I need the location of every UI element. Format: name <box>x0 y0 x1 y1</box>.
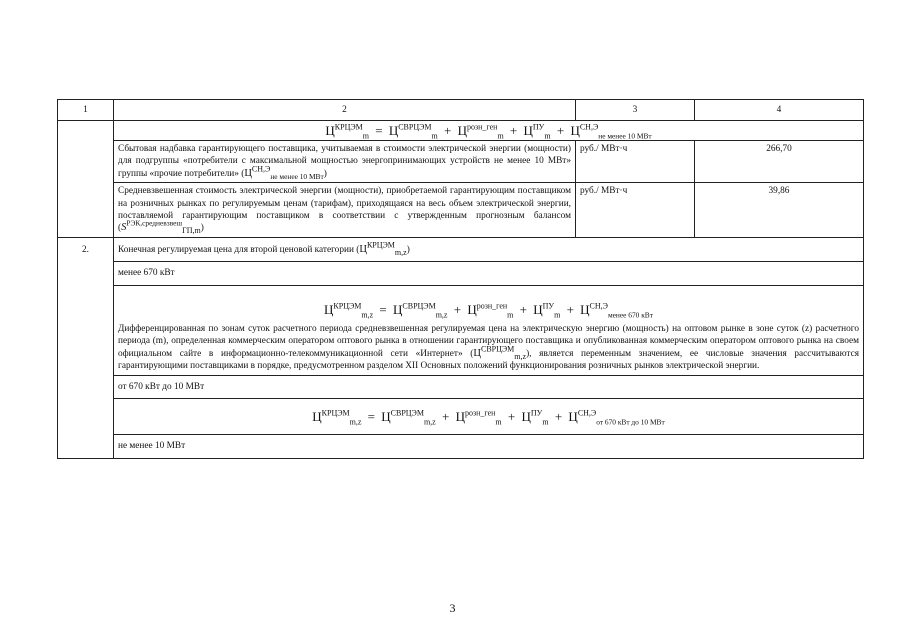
avg-cost-description: Средневзвешенная стоимость электрической энергии (мощности), приобретаемой гарантирующим поставщиком на розничных рынках по регулируемым ценам (тарифам), приходящаяся на весь объем электрической энергии, поставляемой гарантирующим поставщиком в соответствии с утвержденным прогнозным балансом $(S^{РЭК,средневзвеш}_{ГП,m})$ <box>114 183 576 238</box>
header-col-2: 2 <box>114 100 576 121</box>
section-2-number: 2. <box>58 237 114 458</box>
tariff-table <box>57 99 864 459</box>
markup-description: Сбытовая надбавка гарантирующего поставщика, учитываемая в стоимости электрической энергии (мощности) для подгруппы «потребители с максимальной мощностью энергопринимающих устройств не менее 10 МВт» группы «прочие потребители» $(Ц^{СН,Э}_{не менее 10 МВт})$ <box>114 141 576 183</box>
not-less-10-row <box>58 435 864 458</box>
formula-670-10: $Ц^{КРЦЭМ}_{m,z} = Ц^{СВРЦЭМ}_{m,z} + Ц^{розн\_ген}_m + Ц^{ПУ}_m + Ц^{СН,Э}_{от 670 кВт до 10 МВт}$ <box>114 399 864 435</box>
header-col-1: 1 <box>58 100 114 121</box>
markup-row <box>58 141 864 183</box>
formula-less-670-cell <box>114 285 864 375</box>
less-670-row <box>58 262 864 285</box>
diff-price-paragraph: Дифференцированная по зонам суток расчетного периода средневзвешенная регулируемая цена на электрическую энергию (мощность) на оптовом рынке в зоне суток (z) расчетного периода (m), определенная коммерческим оператором оптового рынка в отношении гарантирующего поставщика и опубликованная коммерческим оператором оптового рынка на своем официальном сайте в информационно-телекоммуникационной сети «Интернет» $(Ц^{СВРЦЭМ}_{m,z})$, является переменным значением, ее числовые значения рассчитываются гарантирующими поставщиками в порядке, предусмотренном разделом XII Основных положений функционирования розничных рынков электрической энергии. <box>118 323 859 372</box>
less-670-label: менее 670 кВт <box>114 262 864 285</box>
formula-row-3 <box>58 399 864 435</box>
formula-price-10mw: $Ц^{КРЦЭМ}_m = Ц^{СВРЦЭМ}_m + Ц^{розн\_ген}_m + Ц^{ПУ}_m + Ц^{СН,Э}_{не менее 10 МВт}$ <box>114 121 864 141</box>
not-less-10-label: не менее 10 МВт <box>114 435 864 458</box>
markup-value: 266,70 <box>695 141 864 183</box>
formula-less-670: $Ц^{КРЦЭМ}_{m,z} = Ц^{СВРЦЭМ}_{m,z} + Ц^{розн\_ген}_m + Ц^{ПУ}_m + Ц^{СН,Э}_{менее 670 кВт}$ <box>324 301 653 320</box>
section-2-title-row <box>58 237 864 261</box>
section-2-title: Конечная регулируемая цена для второй ценовой категории $(Ц^{КРЦЭМ}_{m,z})$ <box>114 237 864 261</box>
formula-row-1 <box>58 121 864 141</box>
avg-cost-unit: руб./ МВт·ч <box>576 183 695 238</box>
row-number-empty <box>58 121 114 238</box>
avg-cost-row <box>58 183 864 238</box>
avg-cost-value: 39,86 <box>695 183 864 238</box>
header-col-3: 3 <box>576 100 695 121</box>
markup-unit: руб./ МВт·ч <box>576 141 695 183</box>
range-670-10-label: от 670 кВт до 10 МВт <box>114 376 864 399</box>
range-670-10-row <box>58 376 864 399</box>
header-row <box>58 100 864 121</box>
page-number: 3 <box>449 601 456 615</box>
formula-row-2 <box>58 285 864 375</box>
header-col-4: 4 <box>695 100 864 121</box>
